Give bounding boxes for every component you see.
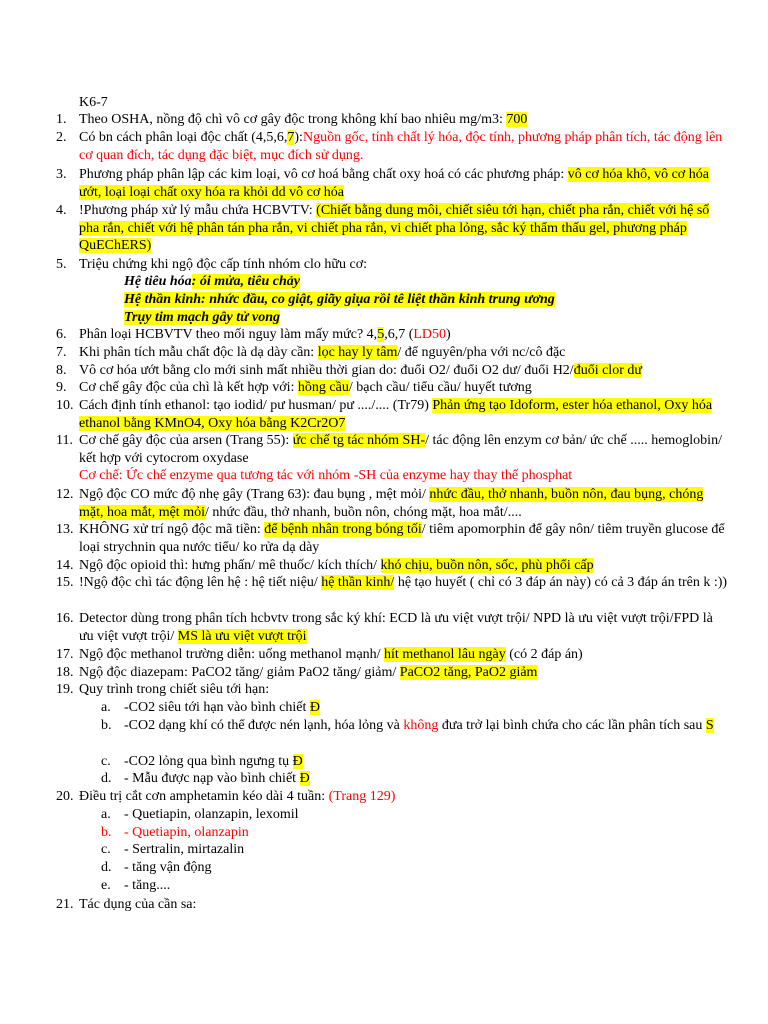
item-number: 12. [56,487,74,502]
highlighted-text: 700 [506,112,528,127]
list-item-1 [56,111,728,129]
sub-item-letter: a. [101,807,111,822]
item-number: 17. [56,647,74,662]
list-item-15 [56,574,728,592]
item-text [79,432,728,485]
sub-item-19a [101,699,728,717]
item-number: 1. [56,112,67,127]
list-item-21 [56,896,728,914]
sub-item-20d [101,859,728,877]
text-run: !Ngộ độc chì tác động lên hệ : hệ tiết niệu/ [79,575,322,590]
list-item-3 [56,166,728,201]
item-number: 6. [56,327,67,342]
sub-item-20b [101,824,728,842]
text-run: Khi phân tích mẫu chất độc là dạ dày cần: [79,345,318,360]
text-run: -CO2 dạng khí có thể được nén lạnh, hóa lỏng và [124,718,404,733]
text-run: - tăng.... [124,878,171,893]
text-run: Hệ tiêu hóa [124,274,192,289]
text-run: Phương pháp phân lập các kim loại, vô cơ hoá bằng chất oxy hoá có các phương pháp: [79,167,568,182]
item-number: 16. [56,611,74,626]
text-run: -CO2 siêu tới hạn vào bình chiết [124,700,310,715]
text-run: Cách định tính ethanol: tạo iodid/ pư husman/ pư ..../.... (Tr79) [79,398,433,413]
sub-item-letter: b. [101,718,112,733]
item-text [79,202,728,255]
item-text [79,166,728,201]
item-text [79,486,728,521]
item-number: 11. [56,433,73,448]
item-text [79,344,728,362]
list-item-19 [56,681,728,699]
item-number: 15. [56,575,74,590]
sub-item-text [124,806,728,824]
item-number: 8. [56,363,67,378]
highlighted-text: Đ [299,771,310,786]
sub-item-text [124,753,728,771]
sub-item-text [124,770,728,788]
sub-item-letter: e. [101,878,111,893]
highlighted-text: Đ [309,700,320,715]
highlighted-text: vô cơ hóa khô, vô cơ hóa ướt, loại loại chất oxy hóa ra khỏi dd vô cơ hóa [79,167,709,200]
red-note-text: Cơ chế: Ức chế enzyme qua tương tác với nhóm -SH của enzyme hay thay thế phosphat [79,468,573,484]
highlighted-text: 7 [287,130,295,145]
text-run: / nhức đầu, thở nhanh, buồn nôn, chóng mặt, hoa mắt/.... [204,504,522,520]
highlighted-text: Trụy tim mạch gây tử vong [124,310,281,325]
text-run: - Mẫu được nạp vào bình chiết [124,771,300,786]
sub-item-text [124,717,728,735]
sub-item-19d [101,770,728,788]
text-run: Detector dùng trong phân tích hcbvtv trong sắc ký khí: ECD là ưu việt vượt trội/ NPD là ưu việt vượt trội/FPD là ưu việt vượt trội/ [79,611,713,644]
list-item-9 [56,379,728,397]
item-number: 21. [56,897,74,912]
text-run: Theo OSHA, nồng độ chì vô cơ gây độc trong không khí bao nhiêu mg/m3: [79,112,507,127]
list-item-10 [56,397,728,432]
sub-item-20a [101,806,728,824]
sub-item-text [124,877,728,895]
text-run: - tăng vận động [124,860,212,875]
highlighted-text: đuổi clor dư [573,363,642,378]
text-run: Cơ chế gây độc của arsen (Trang 55): [79,433,293,448]
sub-item-letter: d. [101,860,112,875]
item-number: 13. [56,522,74,537]
item-number: 7. [56,345,67,360]
highlighted-text: lọc hay ly tâm [317,345,398,360]
sub-item-text [124,824,728,842]
sub-item-19b [101,717,728,735]
list-item-4 [56,202,728,255]
text-run: Quy trình trong chiết siêu tới hạn: [79,682,270,697]
list-item-8 [56,362,728,380]
item-text [79,521,728,556]
red-note-text: (Trang 129) [328,789,396,804]
sub-item-20e [101,877,728,895]
sub-item-letter: d. [101,771,112,786]
text-run: (có 2 đáp án) [505,647,583,662]
symptom-line-digestive [124,273,300,291]
list-item-18 [56,664,728,682]
text-run: Ngộ độc methanol trường diễn: uống methanol mạnh/ [79,647,385,662]
page-title: K6-7 [79,95,108,110]
text-run: KHÔNG xử trí ngộ độc mã tiền: [79,522,265,537]
red-note-text: - Quetiapin, olanzapin [124,825,249,840]
sub-item-letter: a. [101,700,111,715]
list-item-20 [56,788,728,806]
item-text [79,574,728,592]
highlighted-text: : ói mửa, tiêu chảy [191,274,300,289]
text-run: / để nguyên/pha với nc/cô đặc [397,345,566,360]
item-number: 20. [56,789,74,804]
text-run: Ngộ độc diazepam: PaCO2 tăng/ giảm PaO2 tăng/ giảm/ [79,665,400,680]
list-item-7 [56,344,728,362]
text-run: ) [446,327,451,342]
text-run: đưa trở lại bình chứa cho các lần phân tích sau [438,718,706,733]
item-text [79,397,728,432]
item-text [79,326,728,344]
red-note-text: LD50 [413,327,447,342]
item-text [79,111,728,129]
sub-item-text [124,859,728,877]
item-number: 5. [56,257,67,272]
text-run: Ngộ độc CO mức độ nhẹ gây (Trang 63): đau bụng , mệt mỏi/ [79,487,430,502]
highlighted-text: Phản ứng tạo Idoform, ester hóa ethanol, Oxy hóa ethanol bằng KMnO4, Oxy hóa bằng K2Cr2O7 [79,398,713,431]
list-item-11 [56,432,728,485]
highlighted-text: ức chế tg tác nhóm SH- [292,433,426,448]
text-run: - Quetiapin, olanzapin, lexomil [124,807,299,822]
list-item-16 [56,610,728,645]
item-number: 19. [56,682,74,697]
item-number: 4. [56,203,67,218]
highlighted-text: hít methanol lâu ngày [384,647,506,662]
item-number: 10. [56,398,74,413]
red-note-text: không [403,718,439,733]
text-run: Vô cơ hóa ướt bằng clo mới sinh mất nhiều thời gian do: đuổi O2/ đuổi O2 dư/ đuổi H2/ [79,363,574,378]
highlighted-text: 5 [377,327,385,342]
highlighted-text: S [705,718,714,733]
symptom-line-cardio [124,309,280,327]
item-text [79,557,728,575]
text-run: / tiêm apomorphin để gây nôn/ tiêm truyền glucose để loại strychnin qua nước tiểu/ ko rửa dạ dày [79,522,725,555]
text-run: Tác dụng của cần sa: [79,897,197,912]
sub-item-letter: c. [101,842,111,857]
list-item-17 [56,646,728,664]
item-text [79,129,728,164]
highlighted-text: (Chiết bằng dung môi, chiết siêu tới hạn, chiết pha rắn, chiết với hệ số pha rắn, chiết với hệ phân tán pha rắn, vi chiết pha rắn, vi chiết pha lỏng, sắc ký thẩm thấu gel, phương pháp QuEChERS) [79,203,710,254]
text-run: / bạch cầu/ tiểu cầu/ huyết tương [348,380,532,395]
list-item-14 [56,557,728,575]
item-text [79,681,728,699]
list-item-5 [56,256,728,274]
highlighted-text: khó chịu, buồn nôn, sốc, phù phổi cấp [380,558,594,573]
sub-item-letter: c. [101,754,111,769]
text-run: Ngộ độc opioid thì: hưng phấn/ mê thuốc/ kích thích/ [79,558,381,573]
item-text [79,788,728,806]
text-run: ): [294,130,303,145]
item-text [79,896,728,914]
symptom-line-nervous [124,291,555,309]
text-run: !Phương pháp xử lý mẫu chứa HCBVTV: [79,203,317,218]
highlighted-text: Hệ thần kinh: nhức đầu, co giật, giãy giụa rồi tê liệt thần kinh trung ương [124,292,555,307]
list-item-13 [56,521,728,556]
highlighted-text: Đ [292,754,303,769]
highlighted-text: PaCO2 tăng, PaO2 giảm [399,665,538,680]
item-text [79,664,728,682]
highlighted-text: hồng cầu [297,380,349,395]
text-run: Phân loại HCBVTV theo mối nguy làm mấy mức? 4, [79,327,378,342]
item-text [79,256,728,274]
text-run: hệ tạo huyết ( chỉ có 3 đáp án này) có cả 3 đáp án trên k :)) [394,575,728,590]
sub-item-text [124,841,728,859]
item-text [79,362,728,380]
highlighted-text: hệ thần kinh/ [321,575,395,590]
sub-item-19c [101,753,728,771]
sub-item-letter: b. [101,825,112,840]
item-number: 3. [56,167,67,182]
item-number: 9. [56,380,67,395]
item-text [79,610,728,645]
highlighted-text: MS là ưu việt vượt trội [177,628,307,644]
item-text [79,646,728,664]
sub-item-text [124,699,728,717]
text-run: Cơ chế gây độc của chì là kết hợp với: [79,380,298,395]
text-run: - Sertralin, mirtazalin [124,842,245,857]
text-run: / tác động lên enzym cơ bản/ ức chế ..... hemoglobin/ kết hợp với cytocrom oxydase [79,433,722,466]
text-run: -CO2 lỏng qua bình ngưng tụ [124,754,293,769]
highlighted-text: nhức đầu, thở nhanh, buồn nôn, đau bụng, chóng mặt, hoa mắt, mệt mỏi [79,487,704,520]
text-run: Triệu chứng khi ngộ độc cấp tính nhóm clo hữu cơ: [79,257,368,272]
item-text [79,379,728,397]
red-note-text: Nguồn gốc, tính chất lý hóa, độc tính, phương pháp phân tích, tác động lên cơ quan đích, tác dụng đặc biệt, mục đích sử dụng. [79,130,723,163]
list-item-6 [56,326,728,344]
text-run: ,6,7 ( [384,327,414,342]
sub-item-20c [101,841,728,859]
text-run: Có bn cách phân loại độc chất (4,5,6, [79,130,288,145]
list-item-12 [56,486,728,521]
item-number: 14. [56,558,74,573]
item-number: 18. [56,665,74,680]
item-number: 2. [56,130,67,145]
list-item-2 [56,129,728,164]
text-run: Điều trị cắt cơn amphetamin kéo dài 4 tuần: [79,789,329,804]
highlighted-text: để bệnh nhân trong bóng tối [264,522,422,537]
